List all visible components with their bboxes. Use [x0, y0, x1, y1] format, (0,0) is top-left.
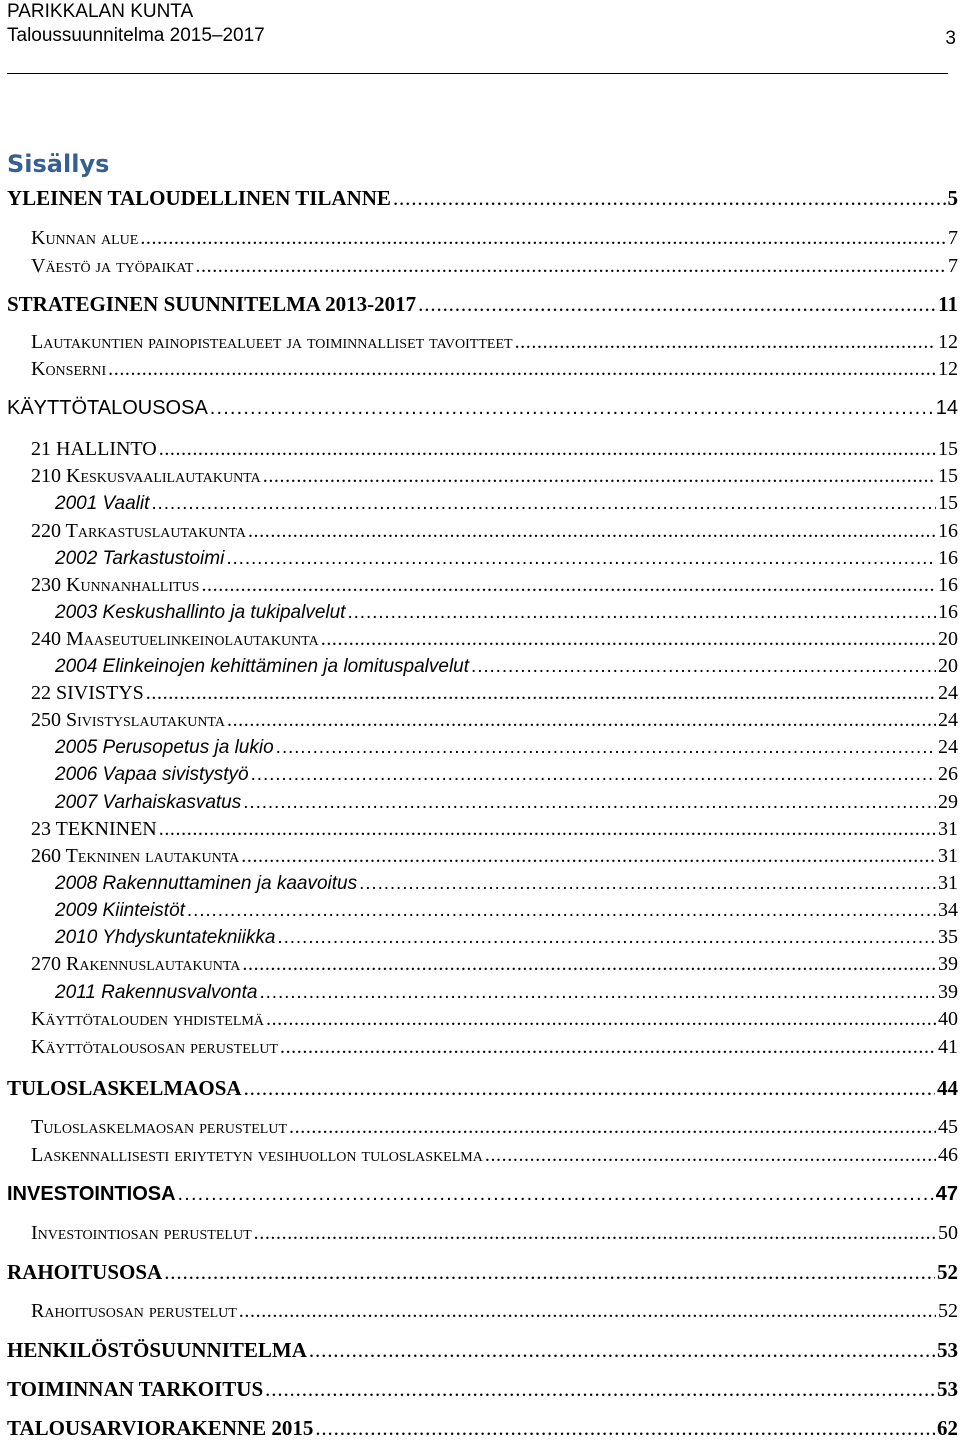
- toc-dot-leader: [276, 735, 936, 761]
- toc-entry-page: 62: [937, 1416, 958, 1440]
- toc-dot-leader: [277, 925, 936, 951]
- toc-dot-leader: [515, 329, 936, 355]
- toc-entry-label: 250 Sivistyslautakunta: [31, 709, 225, 731]
- toc-entry[interactable]: [31, 626, 958, 652]
- toc-entry[interactable]: [31, 843, 958, 869]
- toc-dot-leader: [259, 980, 936, 1006]
- toc-entry-label: INVESTOINTIOSA: [7, 1183, 176, 1205]
- toc-entry[interactable]: [55, 870, 958, 896]
- toc-dot-leader: [239, 1298, 936, 1324]
- toc-entry-label: 22 SIVISTYS: [31, 682, 144, 704]
- toc-dot-leader: [347, 600, 936, 626]
- toc-entry-label: 23 TEKNINEN: [31, 818, 157, 840]
- toc-entry-label: Laskennallisesti eriytetyn vesihuollon tuloslaskelma: [31, 1144, 483, 1166]
- toc-entry-page: 16: [938, 520, 958, 542]
- toc-entry-label: Käyttötalouden yhdistelmä: [31, 1008, 264, 1030]
- toc-entry-label: Käyttötalousosan perustelut: [31, 1036, 278, 1058]
- toc-entry-label: Konserni: [31, 358, 107, 380]
- toc-entry-page: 24: [938, 682, 958, 704]
- toc-entry-page: 15: [938, 465, 958, 487]
- toc-entry-page: 39: [938, 981, 958, 1003]
- toc-entry-label: Lautakuntien painopistealueet ja toiminnalliset tavoitteet: [31, 331, 513, 353]
- toc-entry-label: Väestö ja työpaikat: [31, 255, 194, 277]
- toc-dot-leader: [309, 1337, 935, 1363]
- toc-entry[interactable]: [7, 1259, 958, 1285]
- toc-entry[interactable]: [31, 572, 958, 598]
- toc-entry-label: 270 Rakennuslautakunta: [31, 953, 241, 975]
- toc-entry-page: 45: [938, 1116, 958, 1138]
- toc-dot-leader: [146, 680, 936, 706]
- toc-entry-label: 2002 Tarkastustoimi: [55, 548, 225, 569]
- toc-entry-label: 220 Tarkastuslautakunta: [31, 520, 246, 542]
- toc-entry-label: 21 HALLINTO: [31, 438, 157, 460]
- toc-entry-page: 20: [938, 655, 958, 677]
- toc-entry-label: YLEINEN TALOUDELLINEN TILANNE: [7, 186, 391, 210]
- toc-dot-leader: [321, 626, 936, 652]
- toc-entry-label: HENKILÖSTÖSUUNNITELMA: [7, 1338, 307, 1362]
- toc-entry[interactable]: [31, 356, 958, 382]
- toc-entry-page: 52: [937, 1260, 958, 1284]
- toc-dot-leader: [359, 871, 936, 897]
- toc-entry-label: TULOSLASKELMAOSA: [7, 1076, 242, 1100]
- toc-entry[interactable]: [31, 1298, 958, 1324]
- toc-entry[interactable]: [55, 761, 958, 787]
- toc-entry[interactable]: [31, 253, 958, 279]
- toc-dot-leader: [393, 185, 946, 211]
- toc-entry[interactable]: [31, 951, 958, 977]
- toc-entry[interactable]: [31, 436, 958, 462]
- toc-dot-leader: [418, 291, 936, 317]
- toc-entry[interactable]: [7, 1075, 958, 1101]
- toc-entry-label: 2005 Perusopetus ja lukio: [55, 737, 274, 758]
- toc-dot-leader: [289, 1114, 936, 1140]
- toc-entry-page: 12: [938, 331, 958, 353]
- toc-dot-leader: [178, 1181, 934, 1207]
- toc-entry[interactable]: [55, 897, 958, 923]
- toc-dot-leader: [485, 1142, 936, 1168]
- toc-entry-label: STRATEGINEN SUUNNITELMA 2013-2017: [7, 292, 417, 316]
- toc-entry-label: 210 Keskusvaalilautakunta: [31, 465, 261, 487]
- toc-dot-leader: [471, 654, 936, 680]
- toc-entry-label: 2004 Elinkeinojen kehittäminen ja lomituspalvelut: [55, 656, 470, 677]
- toc-entry-page: 15: [938, 492, 958, 514]
- toc-entry-label: TALOUSARVIORAKENNE 2015: [7, 1416, 314, 1440]
- toc-entry-page: 53: [937, 1377, 958, 1401]
- toc-dot-leader: [210, 395, 934, 421]
- toc-dot-leader: [195, 253, 946, 279]
- toc-entry[interactable]: [55, 490, 958, 516]
- toc-entry[interactable]: [31, 1142, 958, 1168]
- toc-entry-label: 2001 Vaalit: [55, 493, 150, 514]
- toc-title: Sisällys: [7, 150, 110, 178]
- toc-entry[interactable]: [7, 1376, 958, 1402]
- toc-entry-page: 34: [938, 899, 958, 921]
- toc-entry-page: 12: [938, 358, 958, 380]
- header-rule: [7, 73, 948, 74]
- toc-entry-page: 52: [938, 1300, 958, 1322]
- toc-entry[interactable]: [31, 463, 958, 489]
- toc-entry-page: 16: [938, 574, 958, 596]
- toc-dot-leader: [164, 1259, 935, 1285]
- toc-entry-page: 46: [938, 1144, 958, 1166]
- toc-entry[interactable]: [31, 680, 958, 706]
- page-number: 3: [945, 28, 956, 49]
- toc-entry-page: 20: [938, 628, 958, 650]
- toc-entry[interactable]: [7, 1337, 958, 1363]
- toc-entry[interactable]: [55, 789, 958, 815]
- toc-entry-page: 50: [938, 1222, 958, 1244]
- toc-entry[interactable]: [7, 395, 958, 421]
- toc-entry-label: 240 Maaseutuelinkeinolautakunta: [31, 628, 319, 650]
- toc-entry[interactable]: [31, 329, 958, 355]
- toc-entry-label: TOIMINNAN TARKOITUS: [7, 1377, 264, 1401]
- toc-dot-leader: [140, 225, 946, 251]
- toc-dot-leader: [159, 436, 936, 462]
- toc-entry-page: 47: [935, 1183, 958, 1205]
- toc-entry-page: 31: [938, 872, 958, 894]
- toc-entry-label: 2009 Kiinteistöt: [55, 900, 185, 921]
- toc-dot-leader: [227, 707, 936, 733]
- toc-entry[interactable]: [7, 185, 958, 211]
- toc-entry-page: 7: [948, 255, 958, 277]
- toc-dot-leader: [266, 1006, 936, 1032]
- toc-dot-leader: [159, 816, 936, 842]
- toc-entry-label: 2007 Varhaiskasvatus: [55, 792, 242, 813]
- toc-entry-label: 2011 Rakennusvalvonta: [55, 982, 258, 1003]
- toc-entry-page: 31: [938, 818, 958, 840]
- toc-entry-page: 16: [938, 547, 958, 569]
- toc-entry-label: 260 Tekninen lautakunta: [31, 845, 240, 867]
- toc-dot-leader: [151, 491, 936, 517]
- toc-dot-leader: [265, 1376, 935, 1402]
- running-header: [7, 0, 265, 48]
- toc-entry-page: 26: [938, 763, 958, 785]
- toc-entry[interactable]: [31, 518, 958, 544]
- toc-entry[interactable]: [55, 924, 958, 950]
- toc-entry-page: 29: [938, 791, 958, 813]
- toc-entry-page: 41: [938, 1036, 958, 1058]
- toc-dot-leader: [315, 1415, 935, 1441]
- toc-dot-leader: [280, 1034, 936, 1060]
- toc-entry-label: 2008 Rakennuttaminen ja kaavoitus: [55, 873, 358, 894]
- toc-entry-page: 24: [938, 709, 958, 731]
- toc-entry-label: Kunnan alue: [31, 227, 139, 249]
- toc-entry-page: 53: [937, 1338, 958, 1362]
- toc-entry-label: RAHOITUSOSA: [7, 1260, 163, 1284]
- toc-entry-page: 5: [947, 186, 958, 210]
- toc-entry-page: 39: [938, 953, 958, 975]
- toc-entry[interactable]: [31, 816, 958, 842]
- toc-entry[interactable]: [31, 707, 958, 733]
- toc-entry[interactable]: [7, 1181, 958, 1207]
- toc-entry-page: 15: [938, 438, 958, 460]
- toc-entry[interactable]: [55, 545, 958, 571]
- toc-entry[interactable]: [31, 1114, 958, 1140]
- toc-dot-leader: [108, 356, 936, 382]
- toc-entry-label: 2003 Keskushallinto ja tukipalvelut: [55, 602, 346, 623]
- toc-entry[interactable]: [31, 225, 958, 251]
- toc-entry-page: 16: [938, 601, 958, 623]
- toc-dot-leader: [251, 762, 936, 788]
- header-org: PARIKKALAN KUNTA: [7, 1, 194, 22]
- toc-entry[interactable]: [55, 979, 958, 1005]
- toc-entry-page: 40: [938, 1008, 958, 1030]
- toc-entry[interactable]: [31, 1220, 958, 1246]
- toc-entry[interactable]: [55, 734, 958, 760]
- toc-dot-leader: [226, 546, 936, 572]
- toc-entry[interactable]: [7, 291, 958, 317]
- header-doc-title: Taloussuunnitelma 2015–2017: [7, 25, 265, 46]
- toc-entry-page: 31: [938, 845, 958, 867]
- toc-entry-label: KÄYTTÖTALOUSOSA: [7, 397, 208, 419]
- toc-entry-page: 24: [938, 736, 958, 758]
- toc-entry-page: 11: [938, 292, 958, 316]
- toc-entry-page: 35: [938, 926, 958, 948]
- toc-entry-label: 2010 Yhdyskuntatekniikka: [55, 927, 276, 948]
- toc-entry-label: Rahoitusosan perustelut: [31, 1300, 237, 1322]
- toc-entry-label: 2006 Vapaa sivistystyö: [55, 764, 249, 785]
- toc-dot-leader: [243, 790, 936, 816]
- toc-entry[interactable]: [31, 1006, 958, 1032]
- toc-dot-leader: [241, 843, 936, 869]
- toc-entry[interactable]: [7, 1415, 958, 1441]
- toc-entry[interactable]: [55, 653, 958, 679]
- toc-entry[interactable]: [31, 1034, 958, 1060]
- toc-entry-label: 230 Kunnanhallitus: [31, 574, 200, 596]
- toc-entry-label: Investointiosan perustelut: [31, 1222, 252, 1244]
- toc-dot-leader: [187, 898, 936, 924]
- toc-dot-leader: [244, 1075, 935, 1101]
- toc-entry-label: Tuloslaskelmaosan perustelut: [31, 1116, 288, 1138]
- toc-dot-leader: [254, 1220, 936, 1246]
- toc-entry[interactable]: [55, 599, 958, 625]
- toc-entry-page: 7: [948, 227, 958, 249]
- toc-dot-leader: [263, 463, 936, 489]
- toc-entry-page: 44: [937, 1076, 958, 1100]
- toc-dot-leader: [242, 951, 936, 977]
- toc-dot-leader: [201, 572, 936, 598]
- toc-entry-page: 14: [935, 397, 958, 419]
- toc-dot-leader: [248, 518, 936, 544]
